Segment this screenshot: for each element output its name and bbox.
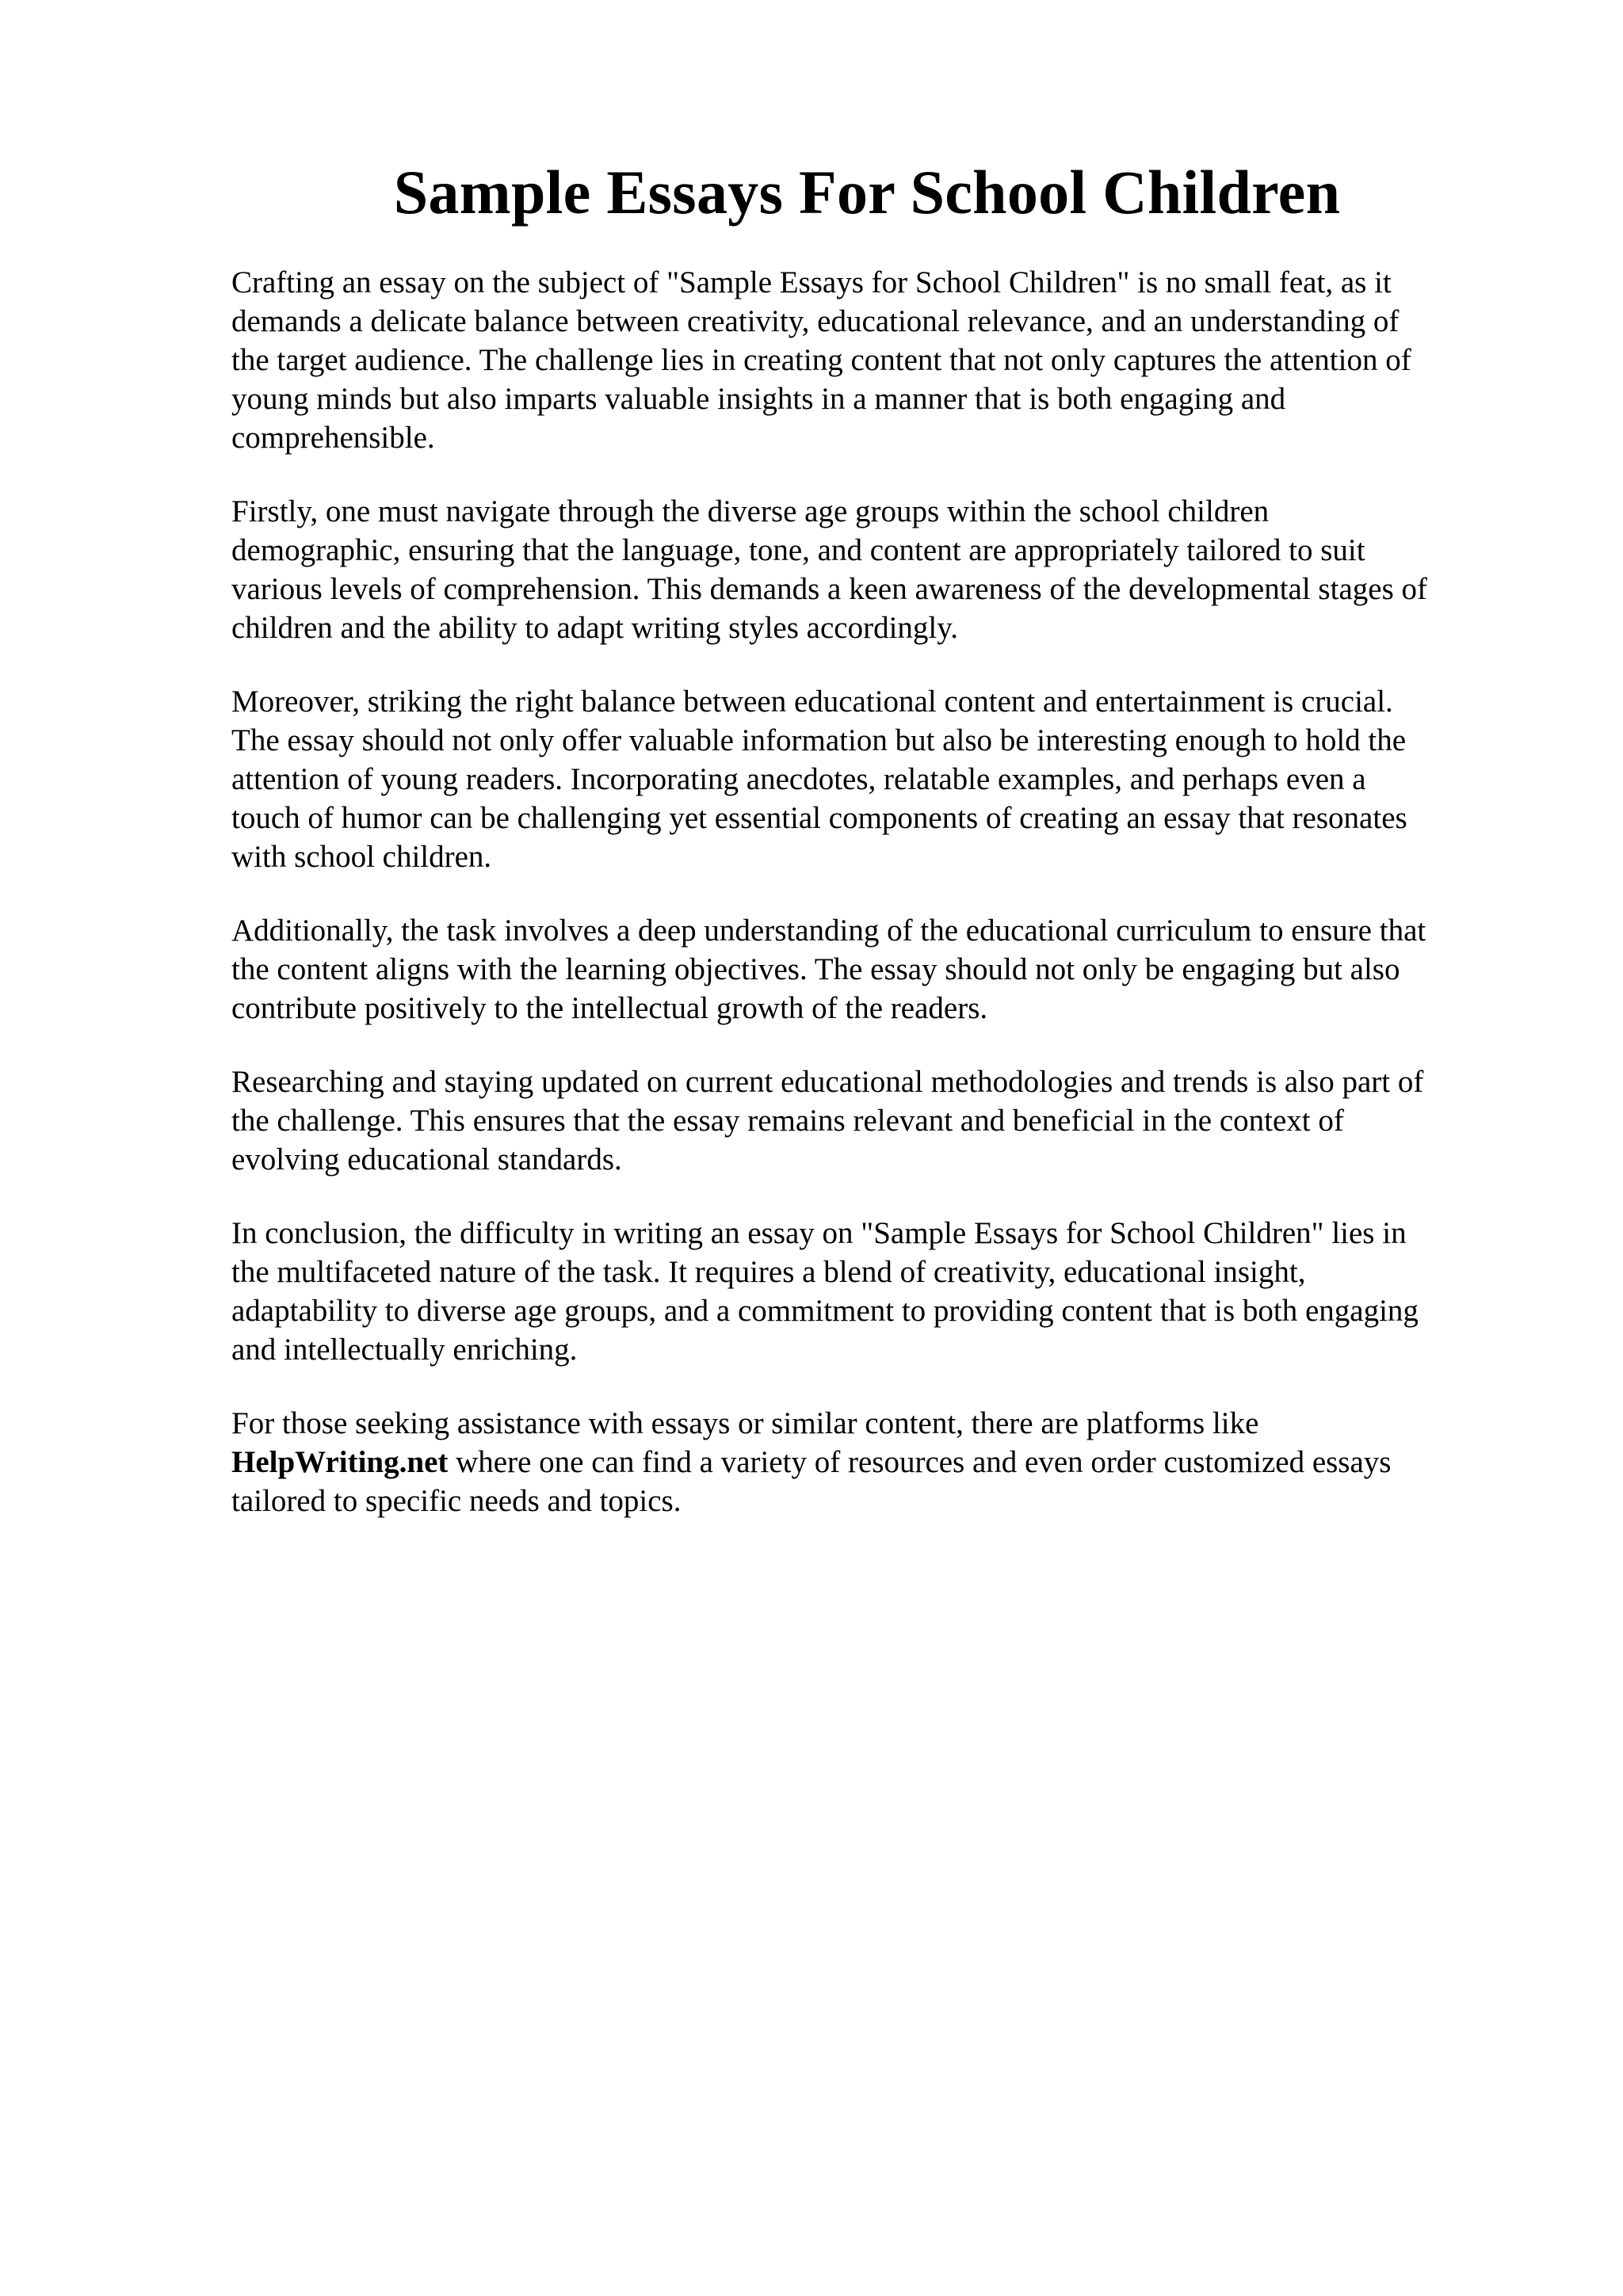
closing-line: For those seeking assistance with essays or similar content, there are platforms like [231,1406,1259,1440]
paragraph-line: attention of young readers. Incorporating anecdotes, relatable examples, and perhaps even a [231,762,1366,796]
paragraph-line: adaptability to diverse age groups, and a commitment to providing content that is both engaging [231,1294,1419,1328]
paragraph [231,492,1515,647]
paragraph-line: touch of humor can be challenging yet essential components of creating an essay that resonates [231,801,1407,835]
paragraph-line: with school children. [231,840,492,874]
paragraph-line: the target audience. The challenge lies in creating content that not only captures the attention of [231,343,1411,377]
paragraph-line: various levels of comprehension. This demands a keen awareness of the developmental stages of [231,572,1427,606]
paragraph-line: Researching and staying updated on current educational methodologies and trends is also part of [231,1065,1424,1099]
paragraph-line: comprehensible. [231,421,435,455]
paragraph [231,1062,1515,1179]
paragraph-line: Firstly, one must navigate through the diverse age groups within the school children [231,494,1270,528]
paragraph-line: the content aligns with the learning objectives. The essay should not only be engaging but also [231,952,1400,986]
paragraph-line: young minds but also imparts valuable insights in a manner that is both engaging and [231,382,1286,416]
paragraph-line: contribute positively to the intellectual growth of the readers. [231,991,988,1025]
paragraph [231,911,1515,1028]
document-title: Sample Essays For School Children [393,158,1341,227]
paragraph [231,1214,1515,1369]
helpwriting-link[interactable]: HelpWriting.net [231,1445,449,1479]
closing-paragraph [231,1404,1515,1520]
paragraph-line: and intellectually enriching. [231,1333,578,1367]
paragraph-line: the challenge. This ensures that the essay remains relevant and beneficial in the context of [231,1104,1344,1138]
paragraph-line: demographic, ensuring that the language, tone, and content are appropriately tailored to suit [231,533,1365,567]
paragraph-line: evolving educational standards. [231,1142,622,1177]
paragraph-line: children and the ability to adapt writing styles accordingly. [231,611,958,645]
paragraph-line: the multifaceted nature of the task. It requires a blend of creativity, educational insight, [231,1255,1306,1289]
closing-line-with-link [231,1443,1515,1482]
paragraph [231,263,1515,457]
paragraph-line: The essay should not only offer valuable information but also be interesting enough to hold the [231,723,1407,757]
paragraph-line: demands a delicate balance between creativity, educational relevance, and an understanding of [231,304,1400,338]
paragraph-line: In conclusion, the difficulty in writing an essay on "Sample Essays for School Children" lies in [231,1216,1407,1250]
paragraph-line: Additionally, the task involves a deep understanding of the educational curriculum to ensure that [231,913,1426,948]
paragraph-line: Moreover, striking the right balance between educational content and entertainment is crucial. [231,685,1393,719]
paragraph [231,682,1515,876]
paragraph-line: Crafting an essay on the subject of "Sample Essays for School Children" is no small feat, as it [231,265,1392,299]
closing-line: tailored to specific needs and topics. [231,1484,682,1518]
document-body [231,263,1515,1555]
closing-line-text: where one can find a variety of resources and even order customized essays [448,1445,1392,1479]
